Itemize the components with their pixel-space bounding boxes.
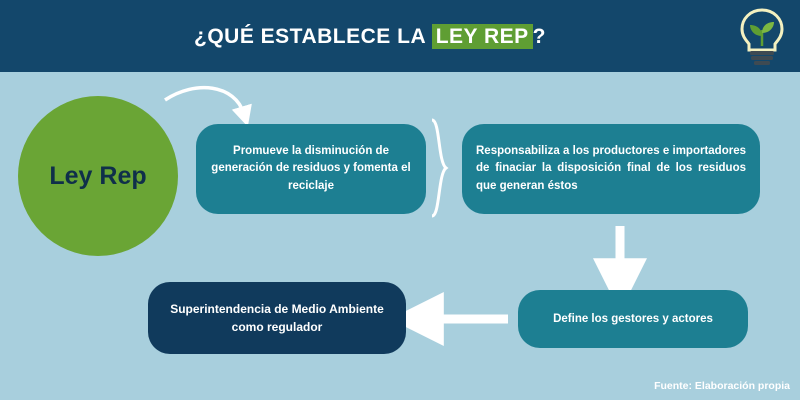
lightbulb-plant-icon	[736, 8, 788, 66]
node-responsabiliza-label: Responsabiliza a los productores e importadores de finaciar la disposición final de los residuos que generan éstos	[476, 145, 746, 192]
page-title-highlight: LEY REP	[432, 24, 533, 49]
node-promueve[interactable]	[196, 124, 426, 214]
node-define-gestores-label: Define los gestores y actores	[553, 313, 713, 325]
node-superintendencia-label: Superintendencia de Medio Ambiente como regulador	[170, 302, 384, 334]
page-title-part-1: ¿QUÉ ESTABLECE LA	[194, 25, 432, 48]
node-ley-rep[interactable]	[18, 96, 178, 256]
node-responsabiliza[interactable]	[462, 124, 760, 214]
source-note: Fuente: Elaboración propia	[654, 380, 790, 392]
page-title	[0, 25, 740, 49]
node-define-gestores[interactable]	[518, 290, 748, 348]
brace-promueve-to-responsabiliza	[432, 120, 446, 216]
arrow-circle-to-promueve	[165, 88, 244, 114]
node-superintendencia[interactable]	[148, 282, 406, 354]
node-ley-rep-label: Ley Rep	[49, 161, 147, 190]
page-title-part-2: ?	[532, 25, 546, 48]
node-promueve-label: Promueve la disminución de generación de residuos y fomenta el reciclaje	[211, 145, 411, 192]
